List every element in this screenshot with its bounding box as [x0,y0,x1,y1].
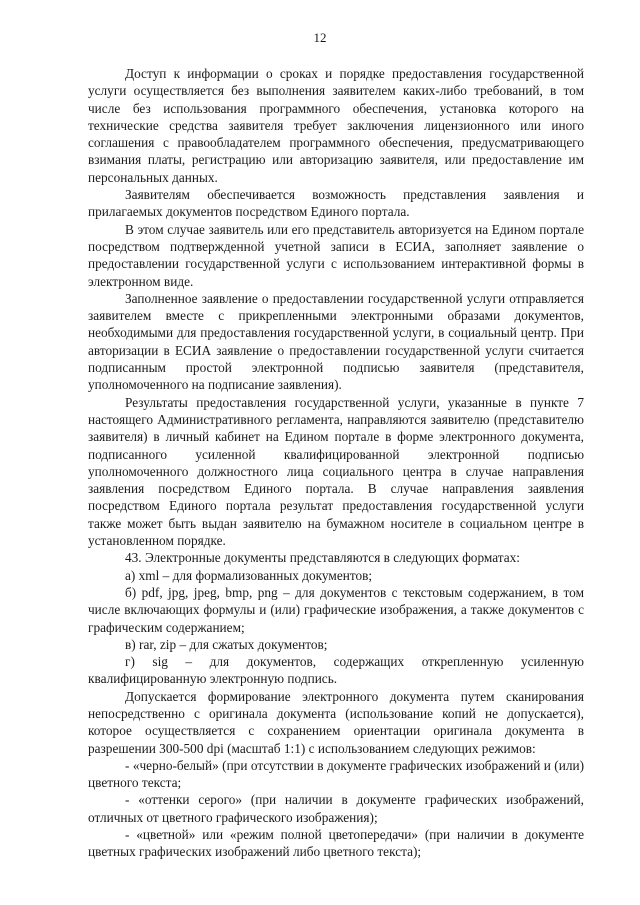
paragraph-esia-authorization: В этом случае заявитель или его представитель авторизуется на Едином портале посредством подтвержденной учетной записи в ЕСИА, заполняет заявление о предоставлении государственной услуги с использованием интерактивной формы в электронном виде. [88,221,584,289]
paragraph-scanning: Допускается формирование электронного документа путем сканирования непосредственно с оригинала документа (использование копий не допускается), которое осуществляется с сохранением ориентации оригинала документа в разрешении 300-500 dpi (масштаб 1:1) с использованием следующих режимов: [88,688,584,756]
paragraph-access-info: Доступ к информации о сроках и порядке предоставления государственной услуги осуществляется без выполнения заявителем каких-либо требований, в том числе без использования программного обеспечения, установка которого на технические средства заявителя требует заключения лицензионного или иного соглашения с правообладателем программного обеспечения, предусматривающего взимания платы, регистрацию или авторизацию заявителя, или предоставление им персональных данных. [88,66,584,185]
paragraph-portal-submission: Заявителям обеспечивается возможность представления заявления и прилагаемых документов посредством Единого портала. [88,187,584,220]
list-item-mode-grayscale: - «оттенки серого» (при наличии в документе графических изображений, отличных от цветного графического изображения); [88,792,584,825]
list-item-mode-bw: - «черно-белый» (при отсутствии в документе графических изображений и (или) цветного текста; [88,757,584,791]
page-number: 12 [313,30,327,45]
list-item-format-a: а) xml – для формализованных документов; [125,567,373,583]
paragraph-formats-heading: 43. Электронные документы представляются в следующих форматах: [125,550,521,566]
document-body [88,65,584,861]
paragraph-service-results: Результаты предоставления государственной услуги, указанные в пункте 7 настоящего Административного регламента, направляются заявителю (представителю заявителя) в личный кабинет на Едином портале в форме электронного документа, подписанного усиленной квалифицированной электронной подписью уполномоченного должностного лица социального центра в случае направления заявления посредством Единого портала. В случае направления заявления посредством Единого портала результат предоставления государственной услуги также может быть выдан заявителю на бумажном носителе в социальном центре в установленном порядке. [88,394,584,549]
list-item-format-b: б) pdf, jpg, jpeg, bmp, png – для документов с текстовым содержанием, в том числе включающих формулы и (или) графические изображения, а также документов с графическим содержанием; [88,584,584,635]
list-item-format-d: г) sig – для документов, содержащих открепленную усиленную квалифицированную электронную подпись. [88,654,584,687]
list-item-format-c: в) rar, zip – для сжатых документов; [125,636,328,652]
paragraph-application-sending: Заполненное заявление о предоставлении государственной услуги отправляется заявителем вместе с прикрепленными электронными образами документов, необходимыми для предоставления государственной услуги, в социальный центр. При авторизации в ЕСИА заявление о предоставлении государственной услуги считается подписанным простой электронной подписью заявителя (представителя, уполномоченного на подписание заявления). [88,290,584,393]
list-item-mode-color: - «цветной» или «режим полной цветопередачи» (при наличии в документе цветных графических изображений либо цветного текста); [88,827,584,860]
